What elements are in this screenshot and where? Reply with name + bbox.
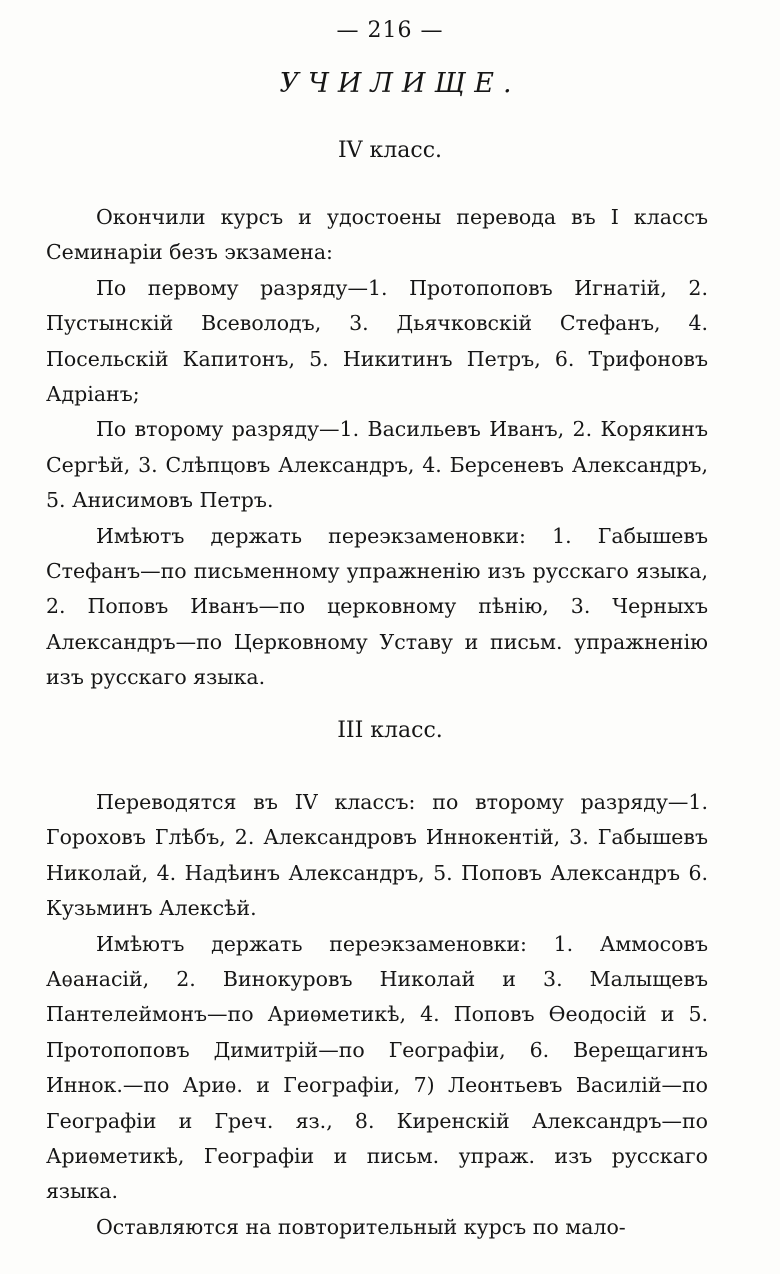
page-title: УЧИЛИЩЕ. bbox=[279, 68, 521, 99]
paragraph-repeat-course: Оставляются на повторительный курсъ по мало- bbox=[96, 1214, 626, 1239]
page-number: — 216 — bbox=[336, 18, 444, 43]
section-heading-iii: III класс. bbox=[337, 718, 443, 743]
paragraph-first-rank: По первому разряду—1. Протопоповъ Игнатій, 2. Пустынскій Всеволодъ, 3. Дьячковскій Стефанъ, 4. Посельскій Капитонъ, 5. Никитинъ Петръ, 6. Трифоновъ Адріанъ; bbox=[46, 275, 708, 407]
paragraph-reexams-iii: Имѣютъ держать переэкзаменовки: 1. Аммосовъ Аѳанасій, 2. Винокуровъ Николай и 3. Малыщевъ Пантелеймонъ—по Ариѳметикѣ, 4. Поповъ Ѳеодосій и 5. Протопоповъ Димитрій—по Географіи, 6. Верещагинъ Иннок.—по Ариѳ. и Географіи, 7) Леонтьевъ Василій—по Географіи и Греч. яз., 8. Киренскій Александръ—по Ариѳметикѣ, Географіи и письм. упраж. изъ русскаго языка. bbox=[46, 931, 708, 1204]
paragraph-transfer-iii: Переводятся въ IV классъ: по второму разряду—1. Гороховъ Глѣбъ, 2. Александровъ Иннокентій, 3. Габышевъ Николай, 4. Надѣинъ Александръ, 5. Поповъ Александръ 6. Кузьминъ Алексѣй. bbox=[46, 790, 708, 921]
section-iv-body bbox=[46, 200, 708, 696]
paragraph-transfer-intro: Окончили курсъ и удостоены перевода въ I классъ Семинаріи безъ экзамена: bbox=[46, 205, 708, 265]
section-heading-iv: IV класс. bbox=[337, 138, 443, 163]
section-iii-body bbox=[46, 785, 708, 1245]
paragraph-second-rank: По второму разряду—1. Васильевъ Иванъ, 2. Корякинъ Сергѣй, 3. Слѣпцовъ Александръ, 4. Берсеневъ Александръ, 5. Анисимовъ Петръ. bbox=[46, 417, 708, 513]
paragraph-reexams-iv: Имѣютъ держать переэкзаменовки: 1. Габышевъ Стефанъ—по письменному упражненію изъ русскаго языка, 2. Поповъ Иванъ—по церковному пѣнію, 3. Черныхъ Александръ—по Церковному Уставу и письм. упражненію изъ русскаго языка. bbox=[46, 523, 708, 690]
